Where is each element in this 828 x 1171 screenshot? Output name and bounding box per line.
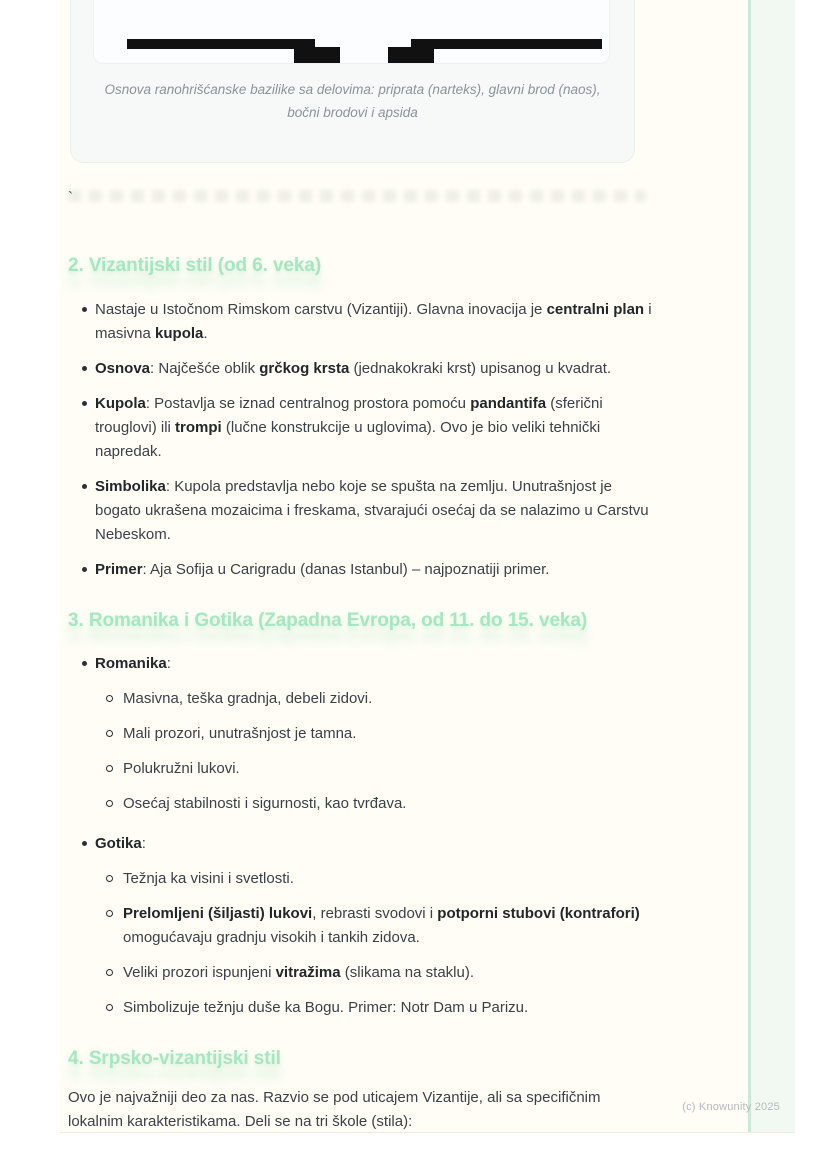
basilica-plan-door-block-right-icon	[388, 47, 434, 64]
sub-list-item	[123, 687, 654, 711]
text: (jednakokraki krst) upisanog u kvadrat.	[349, 360, 612, 377]
bullet-list	[68, 652, 654, 1020]
figure-caption: Osnova ranohrišćanske bazilike sa delovima: priprata (narteks), glavni brod (naos), bočni brodovi i apsida	[104, 82, 601, 120]
sections-root	[68, 253, 654, 1134]
bold-text: grčkog krsta	[259, 360, 350, 377]
green-accent-strip	[748, 0, 795, 1132]
document-content	[68, 185, 654, 1134]
text: Mali prozori, unutrašnjost je tamna.	[123, 725, 357, 742]
figure-card	[70, 0, 635, 163]
sub-list-item	[123, 996, 654, 1020]
list-item	[95, 832, 654, 1020]
text: :	[166, 655, 171, 672]
text: :	[141, 835, 146, 852]
basilica-plan-door-block-left-icon	[294, 47, 340, 64]
text: , rebrasti svodovi i	[312, 905, 438, 922]
bold-text: Kupola	[95, 395, 146, 412]
bold-text: Prelomljeni (šiljasti) lukovi	[123, 905, 313, 922]
sub-bullet-list	[95, 687, 654, 816]
bold-text: Primer	[95, 561, 143, 578]
text: (sferični trouglovi) ili	[95, 395, 603, 436]
text: (slikama na staklu).	[340, 964, 474, 981]
text: Osećaj stabilnosti i sigurnosti, kao tvrđava.	[123, 795, 407, 812]
list-item	[95, 357, 654, 381]
text: Veliki prozori ispunjeni	[123, 964, 276, 981]
text: : Postavlja se iznad centralnog prostora pomoću	[145, 395, 471, 412]
bold-text: kupola	[155, 325, 204, 342]
section-heading: 4. Srpsko-vizantijski stil	[68, 1048, 281, 1069]
sub-list-item	[123, 902, 654, 950]
stray-backtick: `	[68, 189, 73, 206]
list-item	[95, 392, 654, 464]
bullet-list	[68, 298, 654, 582]
section-heading: 2. Vizantijski stil (od 6. veka)	[68, 255, 322, 276]
basilica-plan-wall-left-icon	[127, 39, 315, 49]
sub-list-item	[123, 792, 654, 816]
bold-text: Simbolika	[95, 478, 166, 495]
bold-text: potporni stubovi (kontrafori)	[437, 905, 640, 922]
text: Nastaje u Istočnom Rimskom carstvu (Vizantiji). Glavna inovacija je	[95, 301, 547, 318]
basilica-plan-figure	[93, 0, 610, 64]
text: : Kupola predstavlja nebo koje se spušta na zemlju. Unutrašnjost je bogato ukrašena mozaicima i freskama, stvarajući osećaj da se nalazimo u Carstvu Nebeskom.	[95, 478, 649, 543]
bold-text: trompi	[175, 419, 222, 436]
knowunity-watermark: (c) Knowunity 2025	[682, 1101, 780, 1113]
text: : Najčešće oblik	[150, 360, 260, 377]
sub-list-item	[123, 961, 654, 985]
text: Težnja ka visini i svetlosti.	[123, 870, 294, 887]
sub-list-item	[123, 722, 654, 746]
bold-text: centralni plan	[546, 301, 645, 318]
list-item	[95, 558, 654, 582]
text: Masivna, teška gradnja, debeli zidovi.	[123, 690, 373, 707]
basilica-plan-wall-right-icon	[411, 39, 602, 49]
sub-list-item	[123, 867, 654, 891]
bold-text: Gotika	[95, 835, 142, 852]
text: omogućavaju gradnju visokih i tankih zidova.	[123, 929, 420, 946]
text: : Aja Sofija u Carigradu (danas Istanbul) – najpoznatiji primer.	[142, 561, 550, 578]
list-item	[95, 652, 654, 816]
section-paragraph: Ovo je najvažniji deo za nas. Razvio se pod uticajem Vizantije, ali sa specifičnim lokalnim karakteristikama. Deli se na tri škole (stila):	[68, 1089, 601, 1130]
text: Simbolizuje težnju duše ka Bogu. Primer: Notr Dam u Parizu.	[123, 999, 529, 1016]
bold-text: vitražima	[275, 964, 341, 981]
bold-text: Osnova	[95, 360, 151, 377]
text: .	[203, 325, 208, 342]
text: (lučne konstrukcije u uglovima). Ovo je bio veliki tehnički napredak.	[95, 419, 601, 460]
section-heading: 3. Romanika i Gotika (Zapadna Evropa, od 11. do 15. veka)	[68, 610, 588, 631]
document-sheet	[60, 0, 795, 1133]
list-item	[95, 475, 654, 547]
bold-text: Romanika	[95, 655, 167, 672]
sub-list-item	[123, 757, 654, 781]
sub-bullet-list	[95, 867, 654, 1020]
list-item	[95, 298, 654, 346]
text: i masivna	[95, 301, 652, 342]
text: Polukružni lukovi.	[123, 760, 240, 777]
bold-text: pandantifa	[470, 395, 547, 412]
